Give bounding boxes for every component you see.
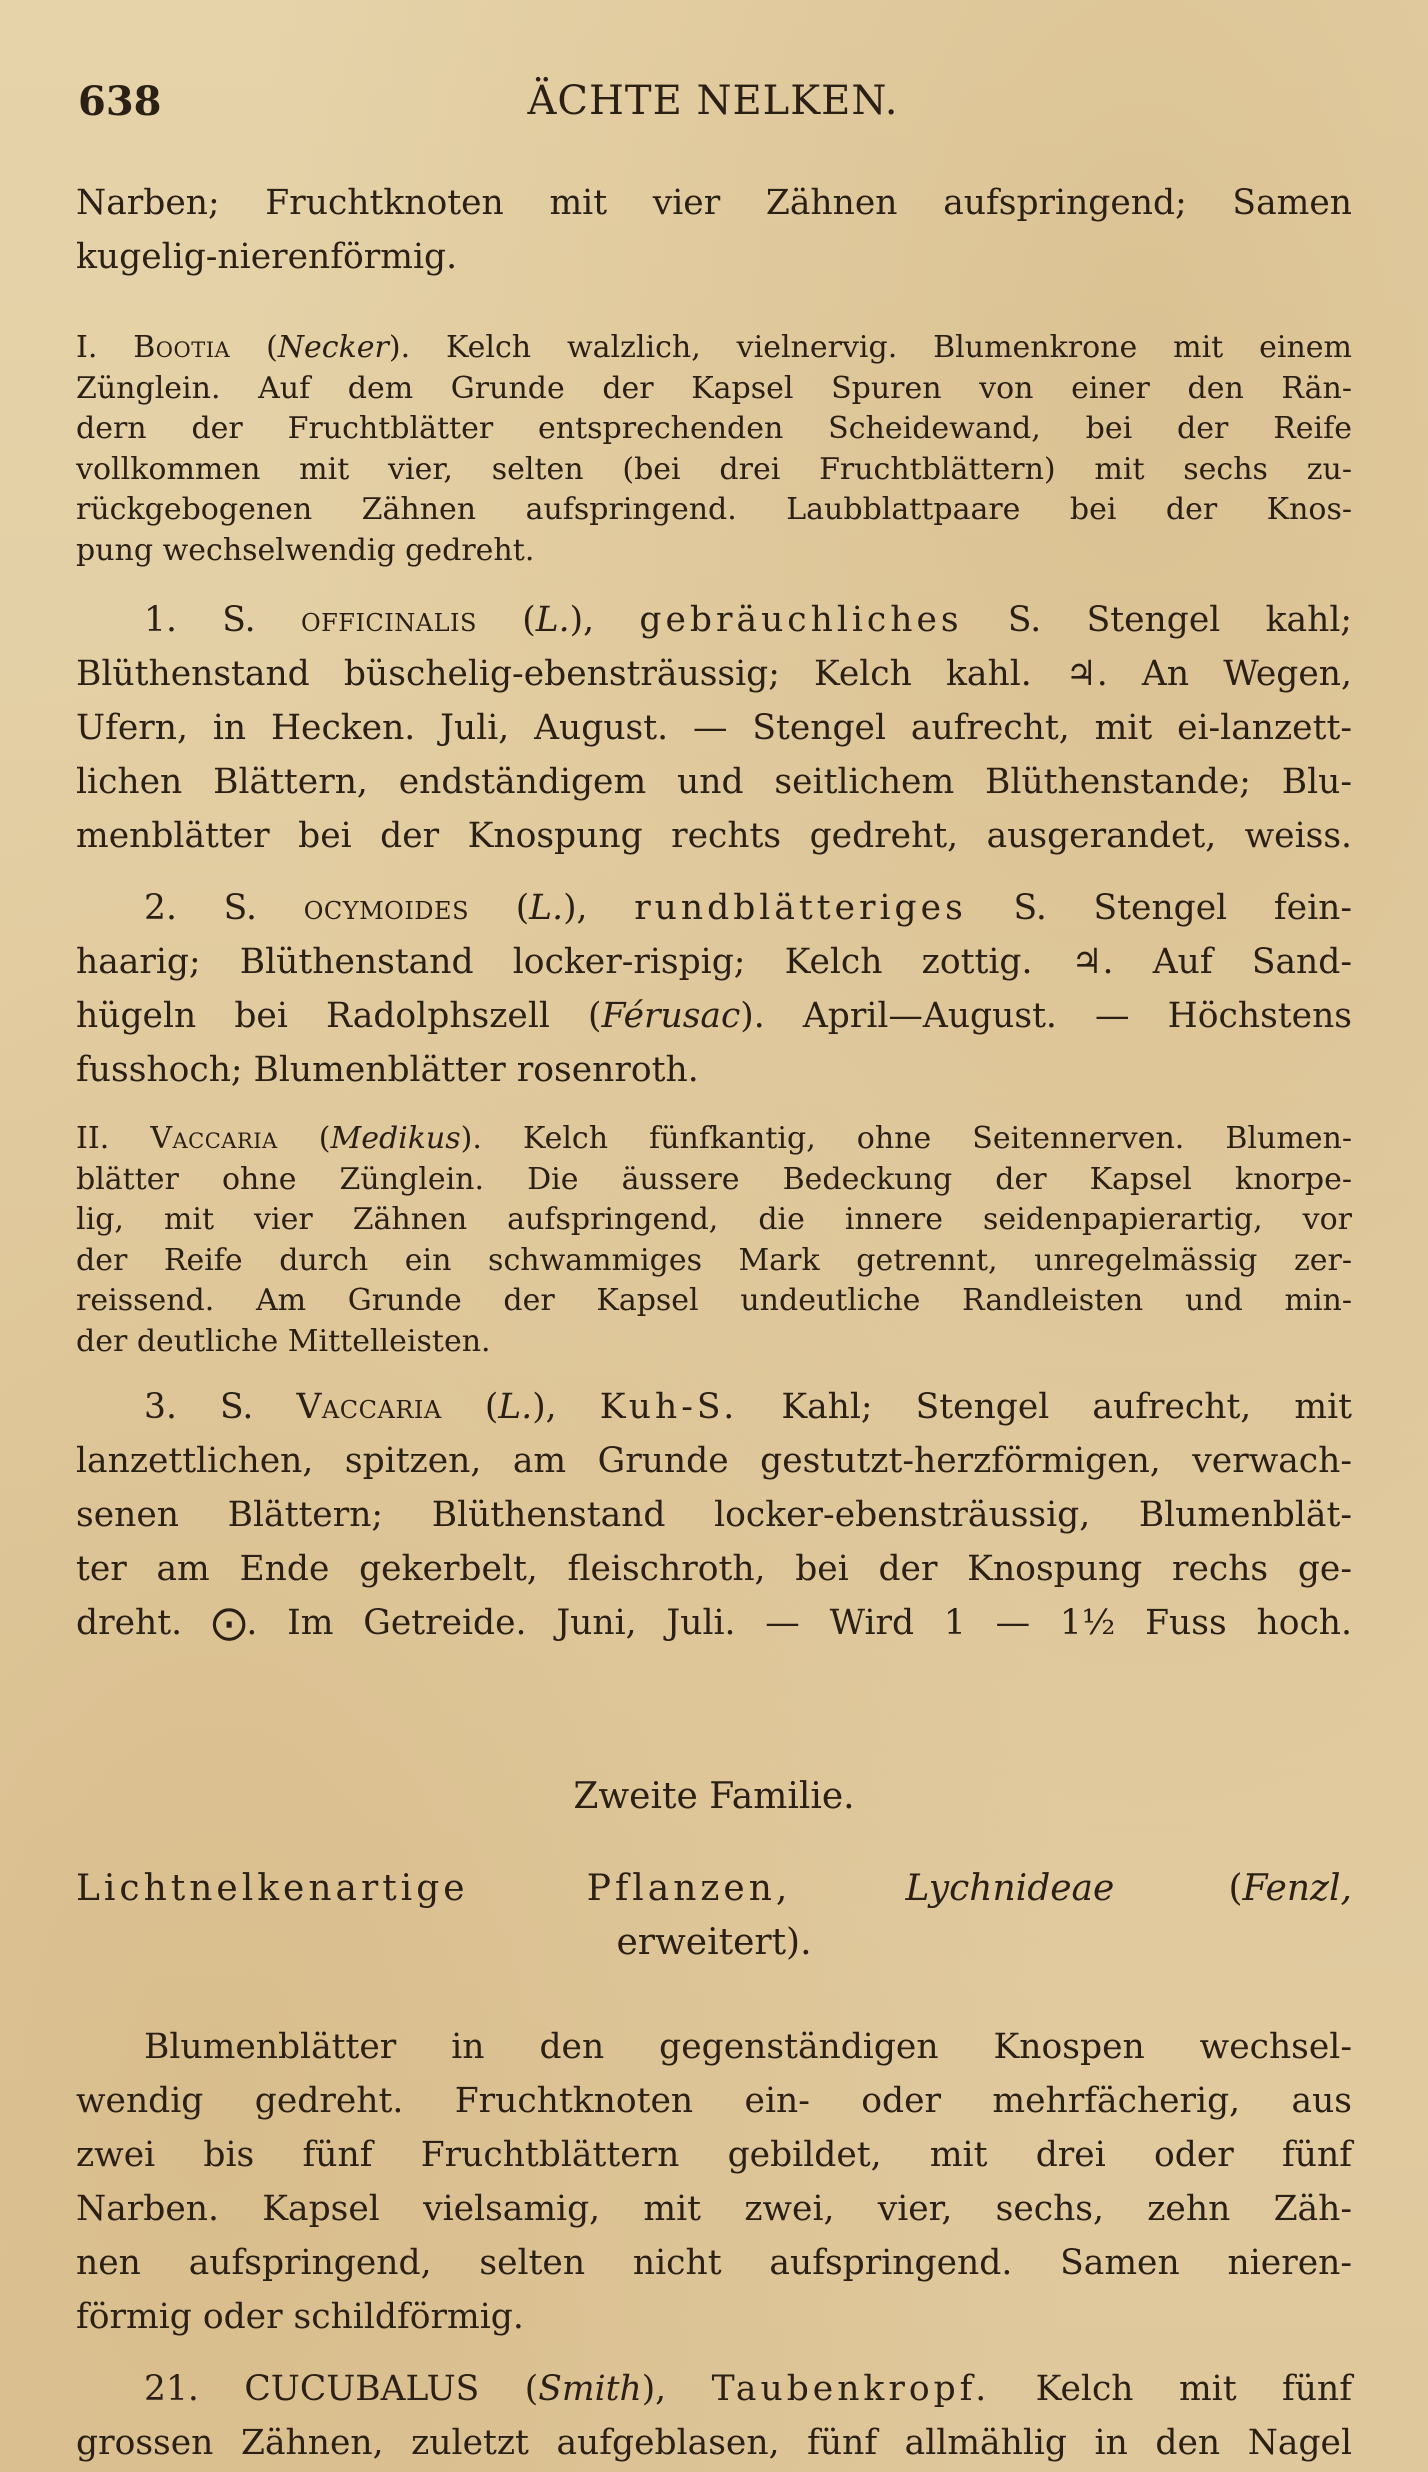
family-heading: Zweite Familie. [573,1776,855,1817]
species-ocymoides-line-1: 2. S. ocymoides (L.), rundblätteriges S. Stengel fein- [144,888,1353,928]
section-vaccaria-line-3: lig, mit vier Zähnen aufspringend, die innere seidenpapierartig, vor [76,1202,1352,1237]
intro-line-1: Narben; Fruchtknoten mit vier Zähnen aufspringend; Samen [76,183,1352,223]
section-vaccaria-line-2: blätter ohne Zünglein. Die äussere Bedeckung der Kapsel knorpe- [76,1161,1352,1197]
species-officinalis-line-1: 1. S. officinalis (L.), gebräuchliches S. Stengel kahl; [144,600,1352,640]
family-name [76,1862,1352,1970]
section-vaccaria-line-1: II. Vaccaria (Medikus). Kelch fünfkantig, ohne Seitennerven. Blumen- [76,1121,1352,1156]
species-officinalis-line-4: lichen Blättern, endständigem und seitlichem Blüthenstande; Blu- [76,762,1352,802]
species-vaccaria-line-4: ter am Ende gekerbelt, fleischroth, bei der Knospung rechs ge- [76,1549,1352,1589]
genus-cucubalus [76,2362,1352,2470]
family-description-line-1: Blumenblätter in den gegenständigen Knospen wechsel- [144,2027,1352,2067]
family-description [76,2020,1352,2344]
species-officinalis [76,593,1352,863]
species-vaccaria-line-3: senen Blättern; Blüthenstand locker-ebensträussig, Blumenblät- [76,1495,1352,1535]
species-officinalis-line-2: Blüthenstand büschelig-ebensträussig; Kelch kahl. ♃. An Wegen, [76,654,1352,694]
genus-cucubalus-line-1: 21. CUCUBALUS (Smith), Taubenkropf. Kelch mit fünf [144,2369,1352,2409]
species-vaccaria-line-1: 3. S. Vaccaria (L.), Kuh-S. Kahl; Stengel aufrecht, mit [144,1387,1352,1427]
family-description-line-6: förmig oder schildförmig. [76,2297,524,2337]
family-description-line-3: zwei bis fünf Fruchtblättern gebildet, mit drei oder fünf [76,2135,1352,2175]
genus-cucubalus-line-2: grossen Zähnen, zuletzt aufgeblasen, fünf allmählig in den Nagel [76,2423,1352,2463]
species-ocymoides-line-3: hügeln bei Radolphszell (Férusac). April—August. — Höchstens [76,996,1352,1036]
section-vaccaria-line-6: der deutliche Mittelleisten. [76,1323,491,1359]
species-ocymoides-line-4: fusshoch; Blumenblätter rosenroth. [76,1050,699,1090]
species-ocymoides [76,881,1352,1097]
family-description-line-4: Narben. Kapsel vielsamig, mit zwei, vier, sechs, zehn Zäh- [76,2189,1352,2229]
species-ocymoides-line-2: haarig; Blüthenstand locker-rispig; Kelch zottig. ♃. Auf Sand- [76,942,1352,982]
intro-line-2: kugelig-nierenförmig. [76,237,458,277]
section-vaccaria-line-5: reissend. Am Grunde der Kapsel undeutliche Randleisten und min- [76,1283,1352,1318]
species-vaccaria [76,1380,1352,1650]
section-bootia-line-4: vollkommen mit vier, selten (bei drei Fruchtblättern) mit sechs zu- [76,451,1352,487]
section-bootia-line-5: rückgebogenen Zähnen aufspringend. Laubblattpaare bei der Knos- [76,492,1352,527]
species-vaccaria-line-2: lanzettlichen, spitzen, am Grunde gestutzt-herzförmigen, verwach- [76,1441,1352,1481]
page-header [78,78,1348,130]
family-name-line-1: Lichtnelkenartige Pflanzen, Lychnideae (Fenzl, [76,1868,1352,1909]
section-bootia-line-2: Zünglein. Auf dem Grunde der Kapsel Spuren von einer den Rän- [76,370,1352,406]
running-head: ÄCHTE NELKEN. [527,78,899,124]
family-description-line-5: nen aufspringend, selten nicht aufspringend. Samen nieren- [76,2243,1352,2283]
section-bootia-line-3: dern der Fruchtblätter entsprechenden Scheidewand, bei der Reife [76,411,1352,446]
section-vaccaria [76,1119,1352,1362]
section-vaccaria-line-4: der Reife durch ein schwammiges Mark getrennt, unregelmässig zer- [76,1242,1352,1278]
species-officinalis-line-5: menblätter bei der Knospung rechts gedreht, ausgerandet, weiss. [76,816,1352,856]
section-bootia-line-1: I. Bootia (Necker). Kelch walzlich, vielnervig. Blumenkrone mit einem [76,330,1352,365]
species-officinalis-line-3: Ufern, in Hecken. Juli, August. — Stengel aufrecht, mit ei-lanzett- [76,708,1352,748]
family-name-line-2: erweitert). [616,1922,812,1963]
page-number: 638 [78,78,162,125]
section-bootia-line-6: pung wechselwendig gedreht. [76,532,535,568]
page-content [76,176,1352,2470]
species-vaccaria-line-5: dreht. ⨀. Im Getreide. Juni, Juli. — Wird 1 — 1½ Fuss hoch. [76,1603,1352,1643]
family-description-line-2: wendig gedreht. Fruchtknoten ein- oder mehrfächerig, aus [76,2081,1352,2121]
section-bootia [76,328,1352,571]
